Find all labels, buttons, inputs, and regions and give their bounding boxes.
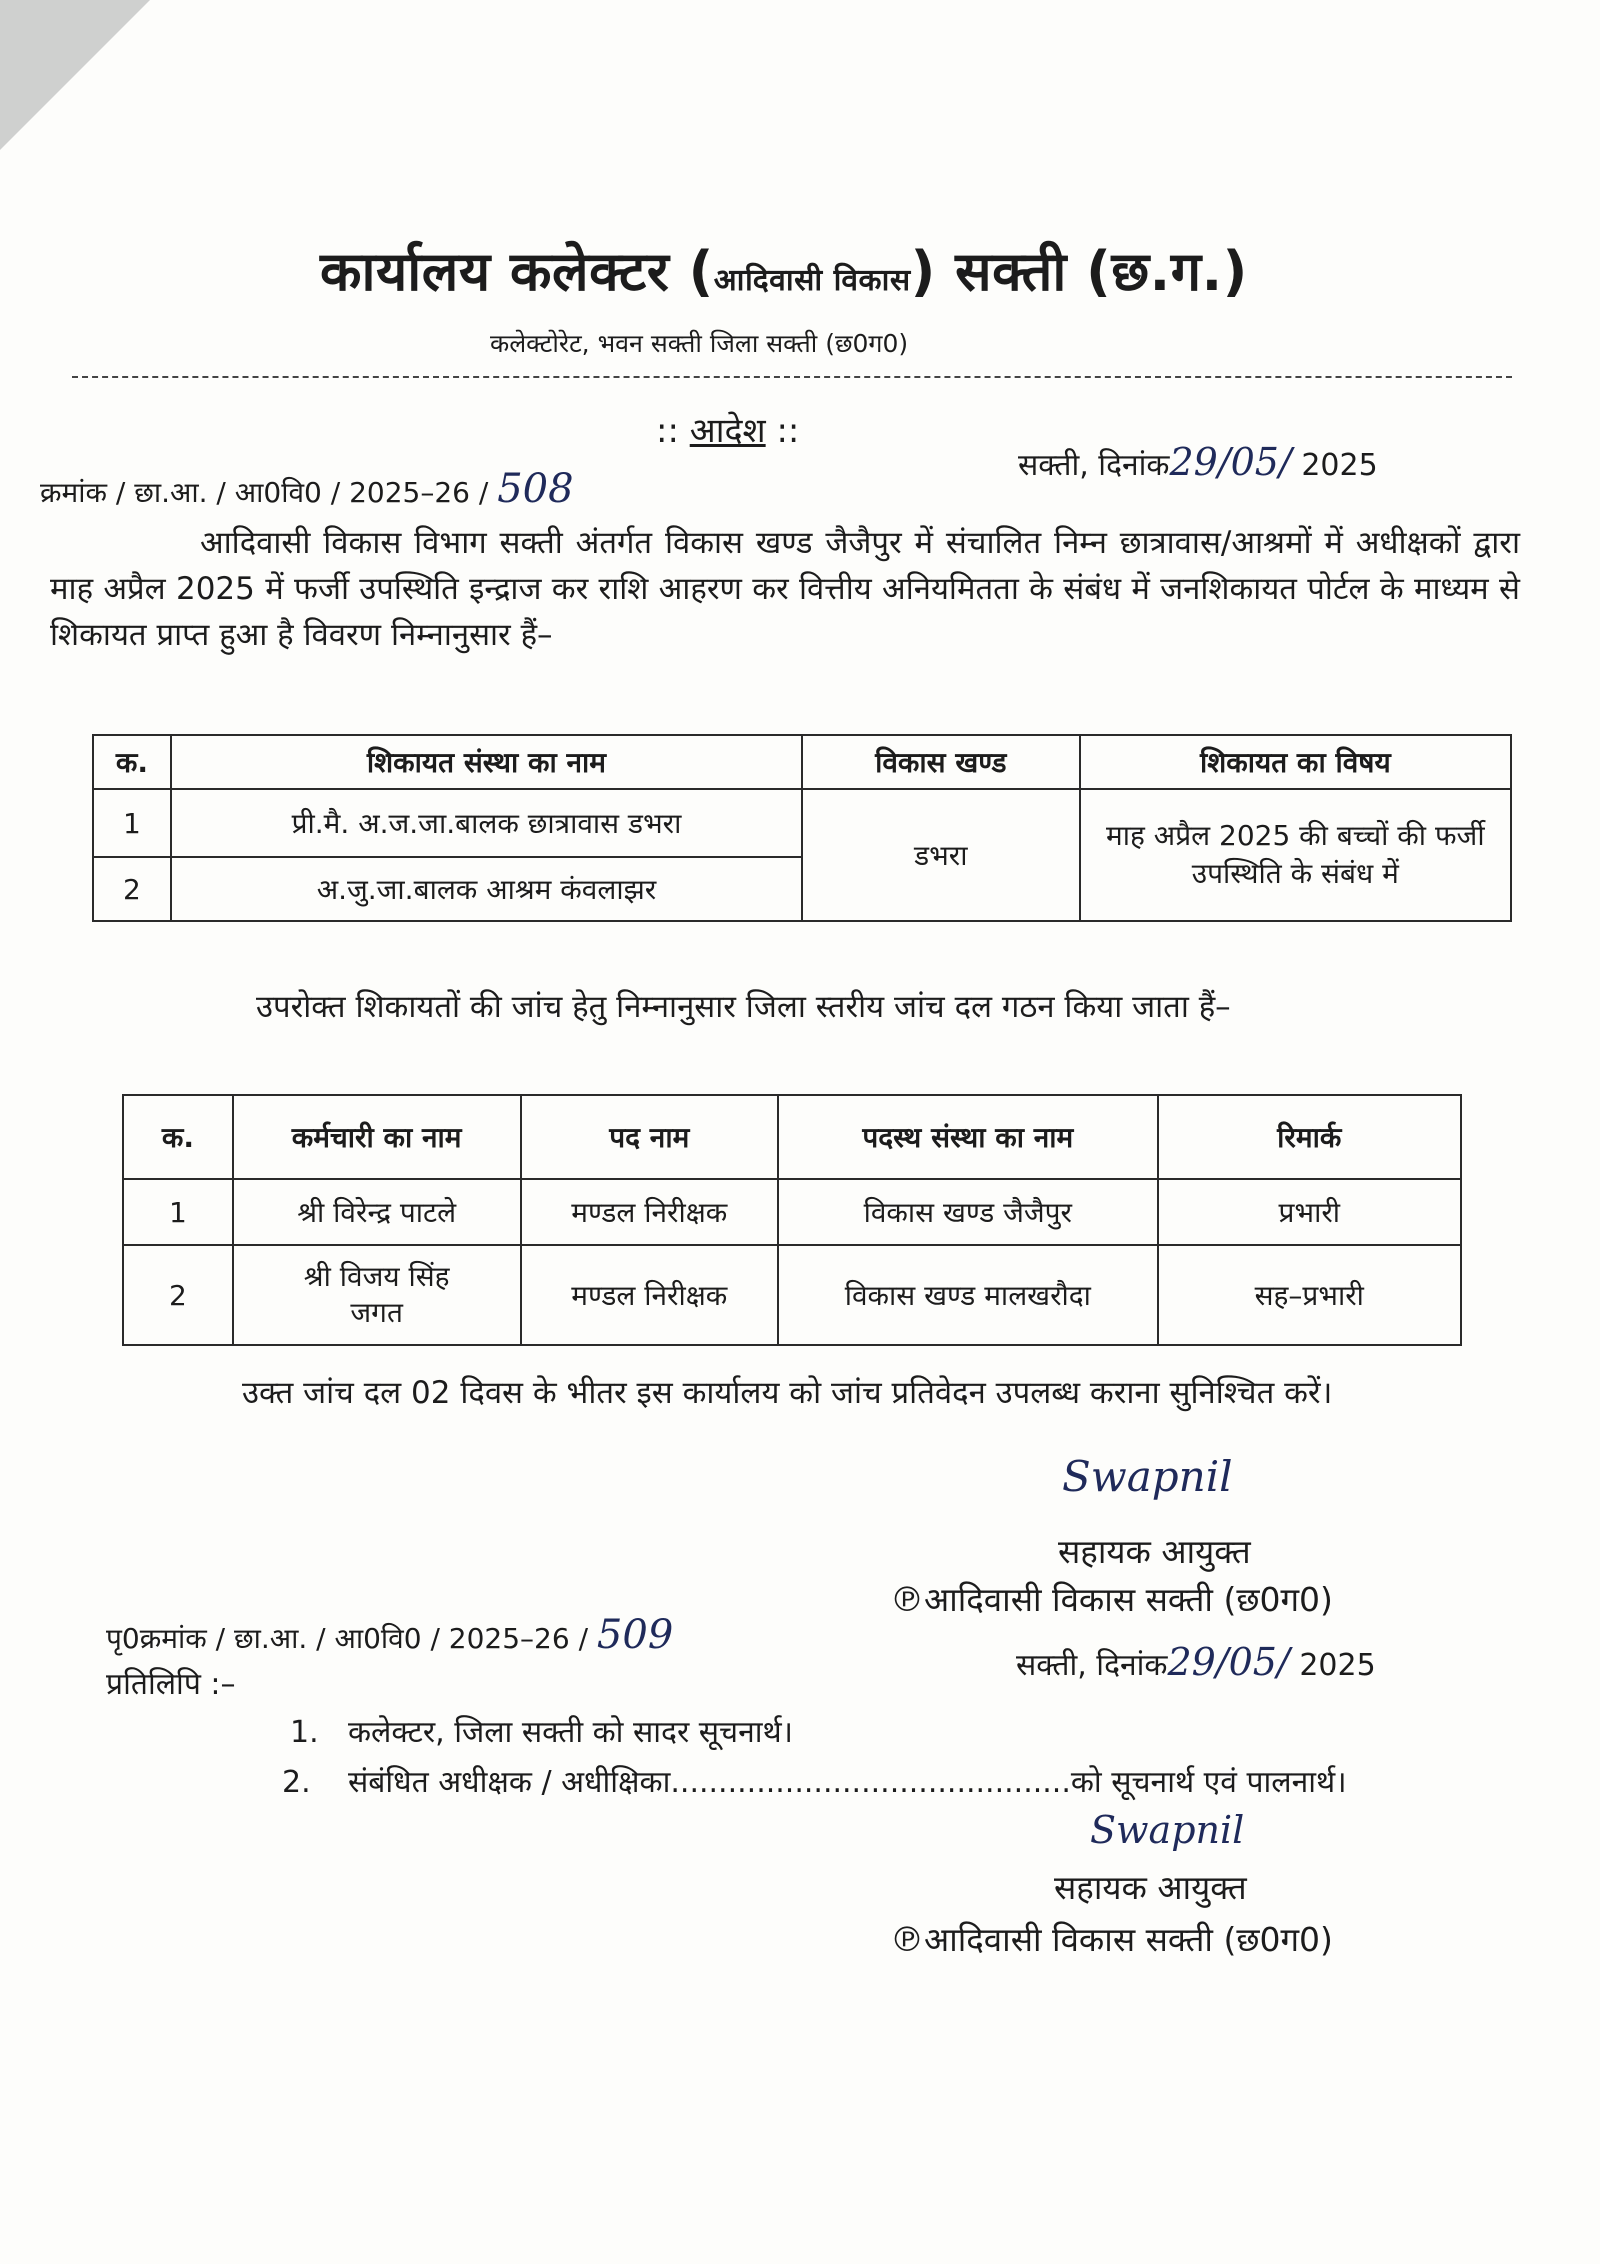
col-employee: कर्मचारी का नाम [233,1095,521,1179]
signatory-title: सहायक आयुक्त [1058,1532,1251,1571]
stamp-mark: ℗ [890,1580,924,1620]
paragraph-complaint: आदिवासी विकास विभाग सक्ती अंतर्गत विकास खण्ड जैजैपुर में संचालित निम्न छात्रावास/आश्रमों में अधीक्षकों द्वारा माह अप्रैल 2025 में फर्जी उपस्थिति इन्द्राज कर राशि आहरण कर वित्तीय अनियमितता के संबंध में जनशिकायत पोर्टल के माध्यम से शिकायत प्राप्त हुआ है विवरण निम्नानुसार हैं– [50,525,1520,653]
copy-ref: पृ0क्रमांक / छा.आ. / आ0वि0 / 2025–26 / 509 [106,1612,674,1658]
col-sno: क. [123,1095,233,1179]
copy-ref-number: 509 [596,1612,674,1658]
order-ref: क्रमांक / छा.आ. / आ0वि0 / 2025–26 / 508 [40,466,574,512]
stamp-mark-2: ℗ [890,1920,924,1960]
table-row: 1 प्री.मै. अ.ज.जा.बालक छात्रावास डभरा डभरा माह अप्रैल 2025 की बच्चों की फर्जी उपस्थिति के संबंध में [93,789,1511,857]
signature-scribble-2: Swapnil [1090,1808,1245,1852]
scan-shadow [0,0,150,150]
table-row: 1 श्री विरेन्द्र पाटले मण्डल निरीक्षक विकास खण्ड जैजैपुर प्रभारी [123,1179,1461,1245]
signature-date: सक्ती, दिनांक29/05/ 2025 [1016,1640,1376,1684]
col-sno: क. [93,735,171,789]
table-row: 2 अ.जु.जा.बालक आश्रम कंवलाझर [93,857,1511,921]
col-post: पद नाम [521,1095,779,1179]
copy-label: प्रतिलिपि :– [106,1667,236,1702]
complaints-header-row [93,735,1511,789]
subject-cell: माह अप्रैल 2025 की बच्चों की फर्जी उपस्थिति के संबंध में [1080,789,1511,921]
paragraph-team: उपरोक्त शिकायतों की जांच हेतु निम्नानुसार जिला स्तरीय जांच दल गठन किया जाता हैं– [256,989,1231,1025]
col-block: विकास खण्ड [802,735,1080,789]
list-item: 2. संबंधित अधीक्षक / अधीक्षिका..........................................को सूचनार्थ एवं पालनार्थ। [282,1765,1347,1800]
order-heading: :: आदेश :: [656,411,800,451]
order-date: सक्ती, दिनांक29/05/ 2025 [1018,440,1378,484]
signature-scribble: Swapnil [1062,1452,1233,1501]
paragraph-deadline: उक्त जांच दल 02 दिवस के भीतर इस कार्यालय को जांच प्रतिवेदन उपलब्ध कराना सुनिश्चित करें। [242,1375,1333,1411]
signatory-title-2: सहायक आयुक्त [1054,1868,1247,1907]
signatory-office: ℗आदिवासी विकास सक्ती (छ0ग0) [890,1580,1333,1620]
header-divider [72,376,1512,378]
signatory-office-2: ℗आदिवासी विकास सक्ती (छ0ग0) [890,1920,1333,1960]
order-ref-number: 508 [497,466,574,512]
office-dept: आदिवासी विकास [713,263,911,298]
complaints-table [92,734,1512,922]
team-header-row [123,1095,1461,1179]
col-institution: शिकायत संस्था का नाम [171,735,802,789]
col-remark: रिमार्क [1158,1095,1462,1179]
office-title: कार्यालय कलेक्टर (आदिवासी विकास) सक्ती (छ.ग.) [320,240,1248,303]
team-table [122,1094,1462,1346]
col-subject: शिकायत का विषय [1080,735,1511,789]
block-cell: डभरा [802,789,1080,921]
col-office: पदस्थ संस्था का नाम [778,1095,1157,1179]
list-item: 1. कलेक्टर, जिला सक्ती को सादर सूचनार्थ। [290,1715,794,1750]
order-date-hand: 29/05/ [1169,440,1292,484]
table-row: 2 श्री विजय सिंह जगत मण्डल निरीक्षक विकास खण्ड मालखरौदा सह–प्रभारी [123,1245,1461,1345]
office-address: कलेक्टोरेट, भवन सक्ती जिला सक्ती (छ0ग0) [490,329,909,358]
